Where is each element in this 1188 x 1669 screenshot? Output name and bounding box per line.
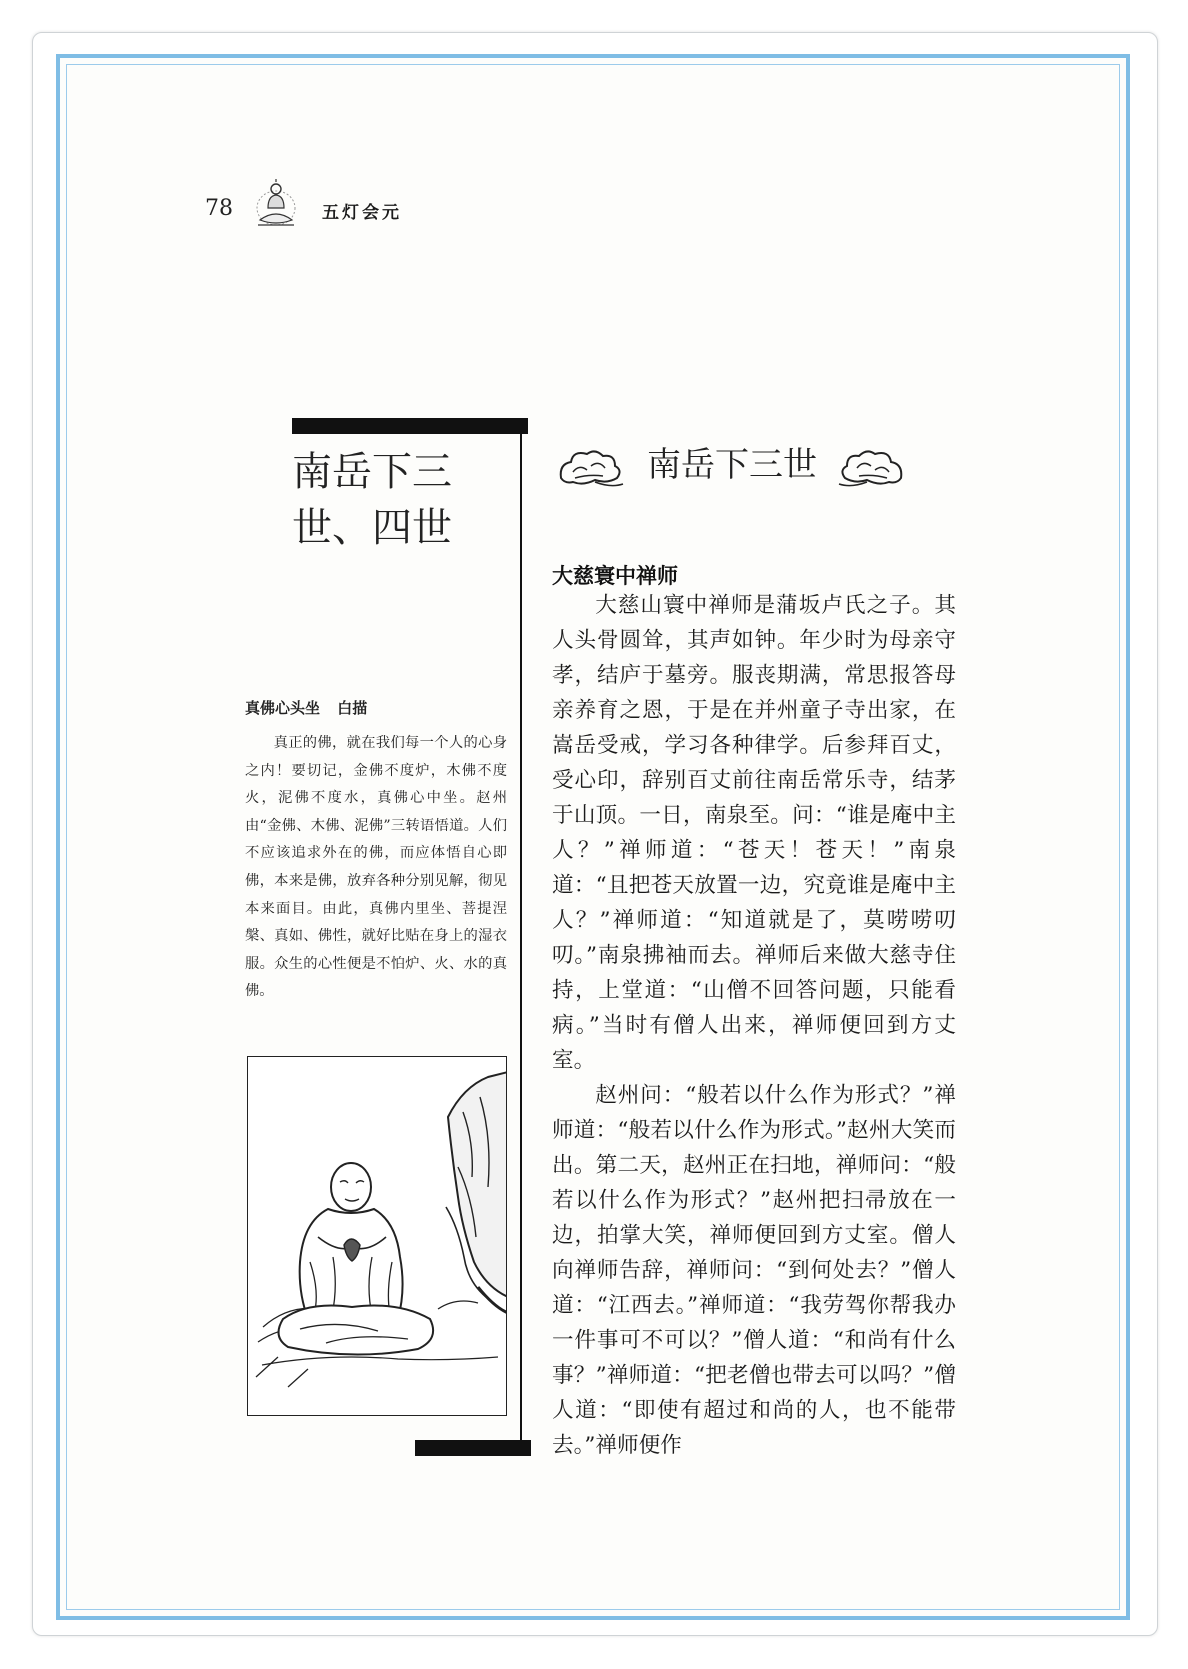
main-heading bbox=[555, 440, 905, 496]
page-number: 78 bbox=[205, 196, 233, 221]
seated-buddha-icon bbox=[254, 178, 298, 228]
paragraph: 赵州问：“般若以什么作为形式？”禅师道：“般若以什么作为形式。”赵州大笑而出。第二天，赵州正在扫地，禅师问：“般若以什么作为形式？”赵州把扫帚放在一边，拍掌大笑，禅师便回到方丈室。僧人向禅师告辞，禅师问：“到何处去？”僧人道：“江西去。”禅师道：“我劳驾你帮我办一件事可不可以？”僧人道：“和尚有什么事？”禅师道：“把老僧也带去可以吗？”僧人道：“即使有超过和尚的人，也不能带去。”禅师便作 bbox=[552, 1083, 956, 1458]
cloud-ornament-icon bbox=[837, 444, 907, 490]
column-rule bbox=[520, 428, 522, 1448]
running-title: 五灯会元 bbox=[322, 203, 402, 223]
monk-illustration bbox=[247, 1056, 507, 1416]
cloud-ornament-icon bbox=[555, 444, 625, 490]
heading-text: 南岳下三世 bbox=[647, 445, 817, 485]
title-bar-bottom bbox=[415, 1440, 531, 1456]
master-name: 大慈寰中禅师 bbox=[552, 564, 678, 588]
caption-title: 真佛心头坐 白描 bbox=[245, 699, 368, 717]
monk-drawing bbox=[248, 1057, 507, 1416]
section-title: 南岳下三世、四世 bbox=[292, 449, 452, 551]
title-bar-top bbox=[292, 418, 528, 434]
paragraph: 大慈山寰中禅师是蒲坂卢氏之子。其人头骨圆耸，其声如钟。年少时为母亲守孝，结庐于墓旁。服丧期满，常思报答母亲养育之恩，于是在并州童子寺出家，在嵩岳受戒，学习各种律学。后参拜百丈，受心印，辞别百丈前往南岳常乐寺，结茅于山顶。一日，南泉至。问：“谁是庵中主人？”禅师道：“苍天！苍天！”南泉道：“且把苍天放置一边，究竟谁是庵中主人？”禅师道：“知道就是了，莫唠唠叨叨。”南泉拂袖而去。禅师后来做大慈寺住持，上堂道：“山僧不回答问题，只能看病。”当时有僧人出来，禅师便回到方丈室。 bbox=[552, 593, 956, 1073]
caption-body: 真正的佛，就在我们每一个人的心身之内！要切记，金佛不度炉，木佛不度火，泥佛不度水，真佛心中坐。赵州由“金佛、木佛、泥佛”三转语悟道。人们不应该追求外在的佛，而应体悟自心即佛，本来是佛，放弃各种分别见解，彻见本来面目。由此，真佛内里坐、菩提涅槃、真如、佛性，就好比贴在身上的湿衣服。众生的心性便是不怕炉、火、水的真佛。 bbox=[245, 735, 507, 1000]
body-text bbox=[552, 588, 956, 1463]
